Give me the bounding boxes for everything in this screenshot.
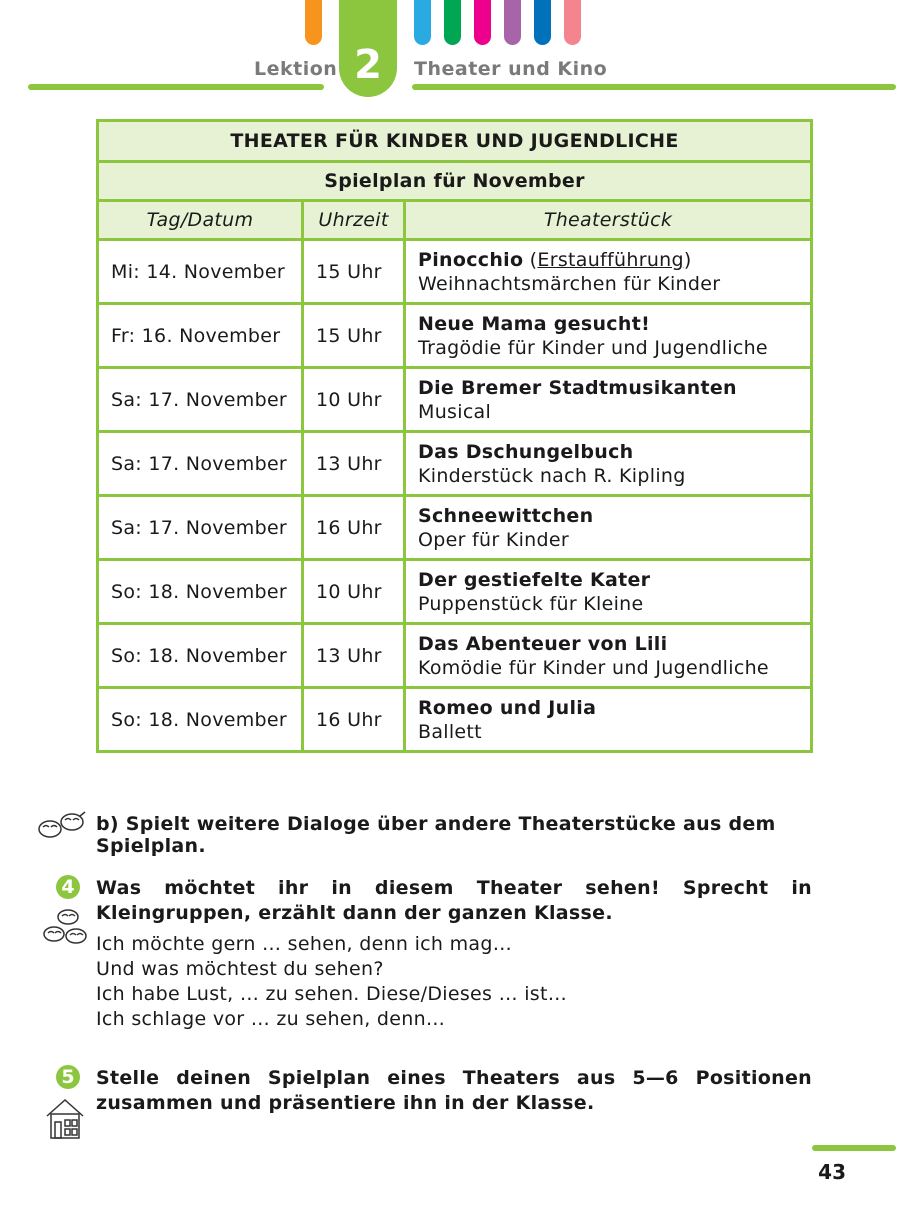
header-line-right xyxy=(412,84,896,90)
play-cell xyxy=(405,496,812,560)
play-description: Weihnachtsmärchen für Kinder xyxy=(418,272,721,295)
time-cell: 13 Uhr xyxy=(303,432,405,496)
exercise-3b-text: b) Spielt weitere Dialoge über andere Theaterstücke aus dem Spielplan. xyxy=(96,813,776,857)
play-description: Musical xyxy=(418,400,492,423)
play-title: Neue Mama gesucht! xyxy=(418,312,651,335)
play-title: Das Dschungelbuch xyxy=(418,440,634,463)
play-description: Tragödie für Kinder und Jugendliche xyxy=(418,336,768,359)
phrase-line: Ich habe Lust, … zu sehen. Diese/Dieses … ist… xyxy=(96,983,568,1005)
column-header-play: Theaterstück xyxy=(405,201,812,240)
play-cell xyxy=(405,304,812,368)
theater-schedule-table xyxy=(96,119,813,753)
color-tab-teal xyxy=(444,0,461,45)
exercise-5-instruction: Stelle deinen Spielplan eines Theaters aus 5—6 Positionen zusammen und präsentiere ihn in der Klasse. xyxy=(96,1067,812,1114)
time-cell: 15 Uhr xyxy=(303,304,405,368)
play-description: Ballett xyxy=(418,720,482,743)
play-title: Das Abenteuer von Lili xyxy=(418,632,668,655)
play-description: Komödie für Kinder und Jugendliche xyxy=(418,656,769,679)
exercise-3b xyxy=(96,813,812,857)
date-cell: So: 18. November xyxy=(98,560,303,624)
table-row xyxy=(98,432,812,496)
date-cell: Mi: 14. November xyxy=(98,240,303,304)
play-title: Pinocchio xyxy=(418,248,524,271)
exercise-4-phrases xyxy=(96,932,812,1032)
table-subtitle: Spielplan für November xyxy=(98,162,812,201)
play-title: Schneewittchen xyxy=(418,504,594,527)
footer-line xyxy=(812,1145,896,1151)
play-cell xyxy=(405,368,812,432)
play-cell xyxy=(405,432,812,496)
table-row xyxy=(98,624,812,688)
note-paren-open: ( xyxy=(523,248,538,271)
column-header-date: Tag/Datum xyxy=(98,201,303,240)
play-description: Kinderstück nach R. Kipling xyxy=(418,464,686,487)
play-title: Die Bremer Stadtmusikanten xyxy=(418,376,737,399)
play-description: Puppenstück für Kleine xyxy=(418,592,644,615)
color-tab-blue xyxy=(534,0,551,45)
date-cell: So: 18. November xyxy=(98,688,303,752)
header-line-left xyxy=(28,84,324,90)
play-description: Oper für Kinder xyxy=(418,528,569,551)
play-cell xyxy=(405,624,812,688)
play-cell xyxy=(405,240,812,304)
note-paren-close: ) xyxy=(683,248,692,271)
column-header-time: Uhrzeit xyxy=(303,201,405,240)
table-row xyxy=(98,560,812,624)
color-tab-purple xyxy=(504,0,521,45)
lesson-label: Lektion xyxy=(254,58,338,80)
group-talk-icon xyxy=(42,906,88,946)
time-cell: 15 Uhr xyxy=(303,240,405,304)
date-cell: Sa: 17. November xyxy=(98,368,303,432)
table-row xyxy=(98,240,812,304)
date-cell: So: 18. November xyxy=(98,624,303,688)
exercise-5-number: 5 xyxy=(56,1065,80,1089)
play-title: Romeo und Julia xyxy=(418,696,597,719)
pair-talk-icon xyxy=(36,810,88,840)
lesson-number-badge: 2 xyxy=(339,0,397,97)
date-cell: Sa: 17. November xyxy=(98,496,303,560)
exercise-4-number: 4 xyxy=(56,875,80,899)
table-title: THEATER FÜR KINDER UND JUGENDLICHE xyxy=(98,121,812,162)
exercise-5 xyxy=(96,1066,812,1116)
time-cell: 16 Uhr xyxy=(303,496,405,560)
phrase-line: Ich möchte gern … sehen, denn ich mag… xyxy=(96,933,513,955)
color-tab-cyan xyxy=(414,0,431,45)
play-title: Der gestiefelte Kater xyxy=(418,568,651,591)
table-row xyxy=(98,688,812,752)
phrase-line: Ich schlage vor … zu sehen, denn… xyxy=(96,1008,446,1030)
time-cell: 16 Uhr xyxy=(303,688,405,752)
table-row xyxy=(98,304,812,368)
page-number: 43 xyxy=(818,1160,846,1184)
play-cell xyxy=(405,688,812,752)
color-tab-orange xyxy=(305,0,322,45)
table-row xyxy=(98,368,812,432)
house-icon xyxy=(44,1096,86,1142)
premiere-note: Erstaufführung xyxy=(537,248,684,271)
time-cell: 10 Uhr xyxy=(303,560,405,624)
date-cell: Fr: 16. November xyxy=(98,304,303,368)
play-cell xyxy=(405,560,812,624)
lesson-title: Theater und Kino xyxy=(414,58,608,80)
exercise-4 xyxy=(96,876,812,926)
exercise-4-instruction: Was möchtet ihr in diesem Theater sehen! Sprecht in Kleingruppen, erzählt dann der ganzen Klasse. xyxy=(96,877,812,924)
color-tab-magenta xyxy=(474,0,491,45)
phrase-line: Und was möchtest du sehen? xyxy=(96,958,384,980)
time-cell: 10 Uhr xyxy=(303,368,405,432)
color-tab-salmon xyxy=(564,0,581,45)
table-row xyxy=(98,496,812,560)
time-cell: 13 Uhr xyxy=(303,624,405,688)
date-cell: Sa: 17. November xyxy=(98,432,303,496)
